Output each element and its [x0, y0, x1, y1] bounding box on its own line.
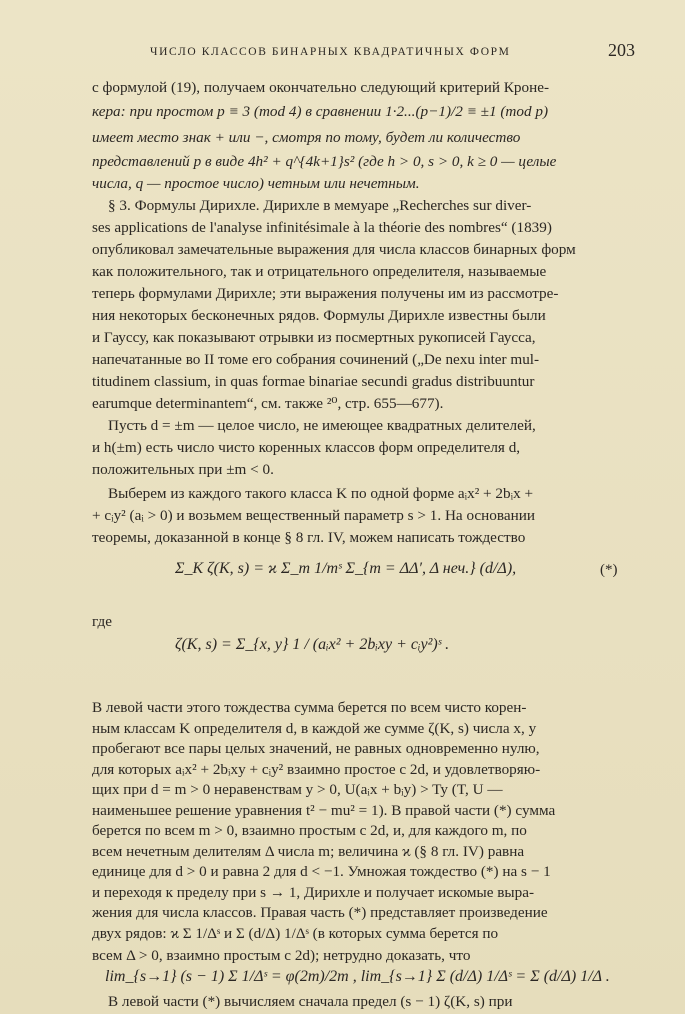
text-line: всем Δ > 0, взаимно простым с 2d); нетрудно доказать, что — [92, 946, 471, 964]
text-line: ses applications de l'analyse infinitésimale à la théorie des nombres“ (1839) — [92, 219, 552, 236]
text-line: числа, q — простое число) четным или нечетным. — [92, 175, 420, 192]
text-line: теперь формулами Дирихле; эти выражения получены им из рассмотре- — [92, 285, 559, 302]
equation-label: (*) — [600, 562, 618, 578]
text-line: earumque determinantem“, см. также ²⁰, стр. 655—677). — [92, 395, 444, 412]
text-line: Пусть d = ±m — целое число, не имеющее квадратных делителей, — [108, 417, 536, 434]
text-line: В левой части (*) вычисляем сначала предел (s − 1) ζ(K, s) при — [108, 993, 513, 1010]
text-line: берется по всем m > 0, взаимно простым с 2d, и, для каждого m, по — [92, 822, 527, 839]
identity-formula: Σ_K ζ(K, s) = ϰ Σ_m 1/mˢ Σ_{m = ΔΔ′, Δ неч.} (d/Δ), — [175, 560, 517, 577]
text-line: жения для числа классов. Правая часть (*) представляет произведение — [92, 904, 548, 921]
running-title: ЧИСЛО КЛАССОВ БИНАРНЫХ КВАДРАТИЧНЫХ ФОРМ — [150, 46, 511, 58]
text-line: § 3. Формулы Дирихле. Дирихле в мемуаре „Recherches sur diver- — [108, 197, 532, 214]
text-line: и переходя к пределу при s → 1, Дирихле и получает искомые выра- — [92, 883, 534, 901]
text-line: всем нечетным делителям Δ числа m; величина ϰ (§ 8 гл. IV) равна — [92, 842, 525, 860]
text-line: имеет место знак + или −, смотря по тому, будет ли количество — [92, 129, 521, 146]
zeta-definition-formula: ζ(K, s) = Σ_{x, y} 1 / (aᵢx² + 2bᵢxy + cᵢy²)ˢ . — [175, 636, 450, 653]
text-line: единице для d > 0 и равна 2 для d < −1. Умножая тождество (*) на s − 1 — [92, 863, 551, 880]
text-line: ным классам K определителя d, в каждой же сумме ζ(K, s) числа x, y — [92, 719, 537, 737]
page-header — [150, 40, 655, 64]
text-line: пробегают все пары целых значений, не равных одновременно нулю, — [92, 740, 540, 757]
text-line: двух рядов: ϰ Σ 1/Δˢ и Σ (d/Δ) 1/Δˢ (в которых сумма берется по — [92, 924, 499, 942]
text-line: и h(±m) есть число чисто коренных классов форм определителя d, — [92, 439, 521, 456]
text-line: В левой части этого тождества сумма берется по всем чисто корен- — [92, 699, 527, 716]
text-line: опубликовал замечательные выражения для числа классов бинарных форм — [92, 241, 576, 258]
text-line: кера: при простом p ≡ 3 (mod 4) в сравнении 1·2...(p−1)/2 ≡ ±1 (mod p) — [92, 103, 549, 120]
text-line: и Гауссу, как показывают отрывки из посмертных рукописей Гаусса, — [92, 329, 536, 346]
limits-formula: lim_{s→1} (s − 1) Σ 1/Δˢ = φ(2m)/2m , lim_{s→1} Σ (d/Δ) 1/Δˢ = Σ (d/Δ) 1/Δ . — [105, 968, 610, 985]
text-line: представлений p в виде 4h² + q^{4k+1}s² (где h > 0, s > 0, k ≥ 0 — целые — [92, 153, 557, 170]
text-line: напечатанные во II томе его собрания сочинений („De nexu inter mul- — [92, 351, 540, 368]
text-line: щих при d = m > 0 неравенствам y > 0, U(aᵢx + bᵢy) > Ty (T, U — — [92, 781, 503, 798]
text-line: положительных при ±m < 0. — [92, 461, 274, 478]
text-line: наименьшее решение уравнения t² − mu² = 1). В правой части (*) сумма — [92, 801, 556, 819]
text-line: с формулой (19), получаем окончательно следующий критерий Кроне- — [92, 79, 550, 96]
text-line: для которых aᵢx² + 2bᵢxy + cᵢy² взаимно простое с 2d, и удовлетворяю- — [92, 760, 541, 778]
text-line: теоремы, доказанной в конце § 8 гл. IV, можем написать тождество — [92, 529, 526, 546]
text-line: ния некоторых бесконечных рядов. Формулы Дирихле известны были — [92, 307, 546, 324]
text-line: titudinem classium, in quas formae binariae secundi gradus distribuuntur — [92, 373, 535, 390]
text-line: как положительного, так и отрицательного определителя, называемые — [92, 263, 547, 280]
text-line: Выберем из каждого такого класса K по одной форме aᵢx² + 2bᵢx + — [108, 485, 534, 502]
text-line: + cᵢy² (aᵢ > 0) и возьмем вещественный параметр s > 1. На основании — [92, 507, 535, 524]
text-line: где — [92, 613, 112, 630]
page-number: 203 — [608, 40, 635, 60]
